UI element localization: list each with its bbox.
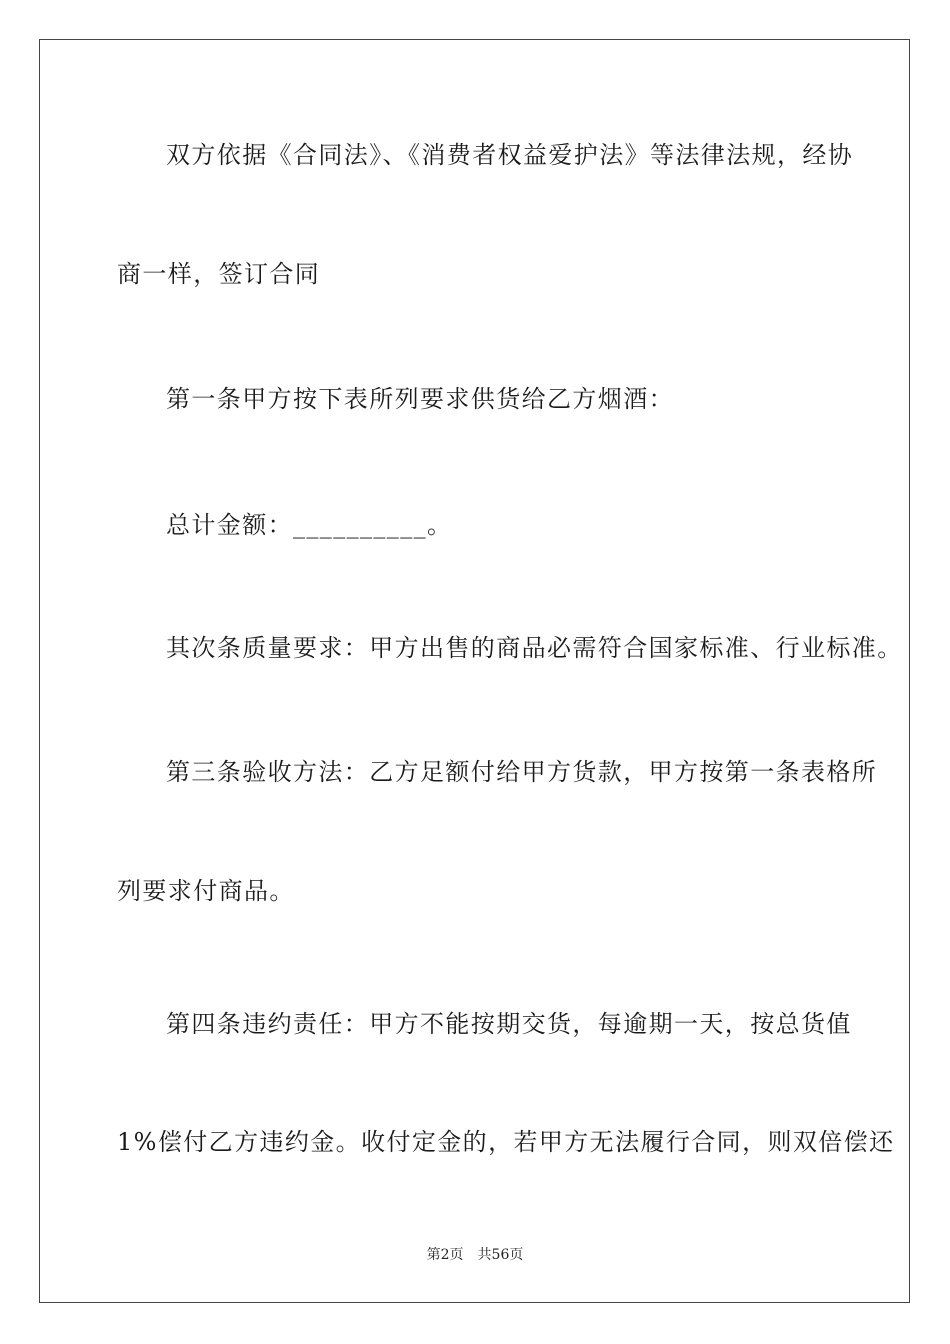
paragraph-line-9: 1%偿付乙方违约金。收付定金的，若甲方无法履行合同，则双倍偿还: [117, 1128, 895, 1156]
paragraph-line-2: 商一样，签订合同: [117, 260, 321, 288]
total-pages: 共56页: [477, 1247, 524, 1263]
page-footer: [0, 1246, 950, 1264]
paragraph-line-5: 其次条质量要求：甲方出售的商品必需符合国家标准、行业标准。: [166, 634, 903, 662]
paragraph-line-6: 第三条验收方法：乙方足额付给甲方货款，甲方按第一条表格所: [166, 758, 878, 786]
paragraph-line-8: 第四条违约责任：甲方不能按期交货，每逾期一天，按总货值: [166, 1010, 852, 1038]
paragraph-line-7: 列要求付商品。: [117, 877, 295, 905]
page-number: 第2页: [426, 1247, 464, 1263]
paragraph-line-1: 双方依据《合同法》、《消费者权益爱护法》等法律法规，经协: [166, 141, 854, 169]
page-frame: [39, 39, 910, 1303]
paragraph-line-3: 第一条甲方按下表所列要求供货给乙方烟酒：: [166, 385, 674, 413]
paragraph-line-4: 总计金额：__________。: [166, 511, 453, 539]
